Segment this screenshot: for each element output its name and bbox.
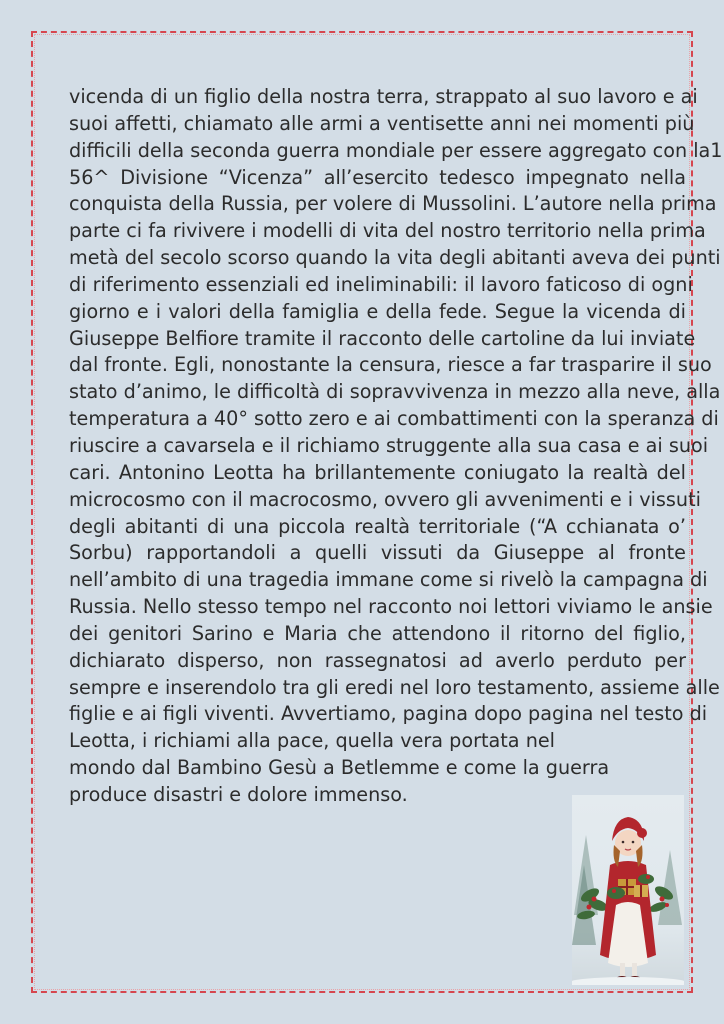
text-line: figlie e ai figli viventi. Avvertiamo, pagina dopo pagina nel testo di — [69, 702, 708, 726]
text-line: metà del secolo scorso quando la vita degli abitanti aveva dei punti — [69, 246, 721, 270]
text-line: 56^ Divisione “Vicenza” all’esercito tedesco impegnato nella — [69, 165, 686, 189]
text-line: Russia. Nello stesso tempo nel racconto noi lettori viviamo le ansie — [69, 595, 713, 619]
text-line: dei genitori Sarino e Maria che attendono il ritorno del figlio, — [69, 621, 686, 645]
text-line: suoi affetti, chiamato alle armi a ventisette anni nei momenti più — [69, 111, 695, 135]
text-line: conquista della Russia, per volere di Mussolini. L’autore nella prima — [69, 192, 717, 216]
text-line: riuscire a cavarsela e il richiamo struggente alla sua casa e ai suoi — [69, 433, 709, 457]
text-line: mondo dal Bambino Gesù a Betlemme e come la guerra — [69, 756, 610, 780]
text-line: stato d’animo, le difficoltà di sopravvivenza in mezzo alla neve, alla — [69, 380, 721, 404]
text-line: Sorbu) rapportandoli a quelli vissuti da Giuseppe al fronte — [69, 541, 686, 565]
text-line: parte ci fa rivivere i modelli di vita del nostro territorio nella prima — [69, 219, 706, 243]
text-line: dal fronte. Egli, nonostante la censura, riesce a far trasparire il suo — [69, 353, 712, 377]
text-line: nell’ambito di una tragedia immane come si rivelò la campagna di — [69, 568, 708, 592]
article-text — [69, 84, 723, 809]
text-line: temperatura a 40° sotto zero e ai combattimenti con la speranza di — [69, 407, 719, 431]
text-line: difficili della seconda guerra mondiale per essere aggregato con la1 — [69, 138, 723, 162]
text-line: di riferimento essenziali ed ineliminabili: il lavoro faticoso di ogni — [69, 272, 693, 296]
text-line: vicenda di un figlio della nostra terra, strappato al suo lavoro e ai — [69, 85, 698, 108]
text-line: Leotta, i richiami alla pace, quella vera portata nel — [69, 729, 555, 753]
text-line: dichiarato disperso, non rassegnatosi ad averlo perduto per — [69, 648, 686, 672]
text-line: cari. Antonino Leotta ha brillantemente coniugato la realtà del — [69, 460, 686, 484]
text-line: giorno e i valori della famiglia e della fede. Segue la vicenda di — [69, 299, 686, 323]
text-line: Giuseppe Belfiore tramite il racconto delle cartoline da lui inviate — [69, 326, 696, 350]
text-line: degli abitanti di una piccola realtà territoriale (“A cchianata o’ — [69, 514, 686, 538]
christmas-girl-illustration — [572, 795, 684, 985]
text-line: microcosmo con il macrocosmo, ovvero gli avvenimenti e i vissuti — [69, 487, 701, 511]
text-line: sempre e inserendolo tra gli eredi nel loro testamento, assieme alle — [69, 675, 720, 699]
text-line: produce disastri e dolore immenso. — [69, 782, 408, 806]
